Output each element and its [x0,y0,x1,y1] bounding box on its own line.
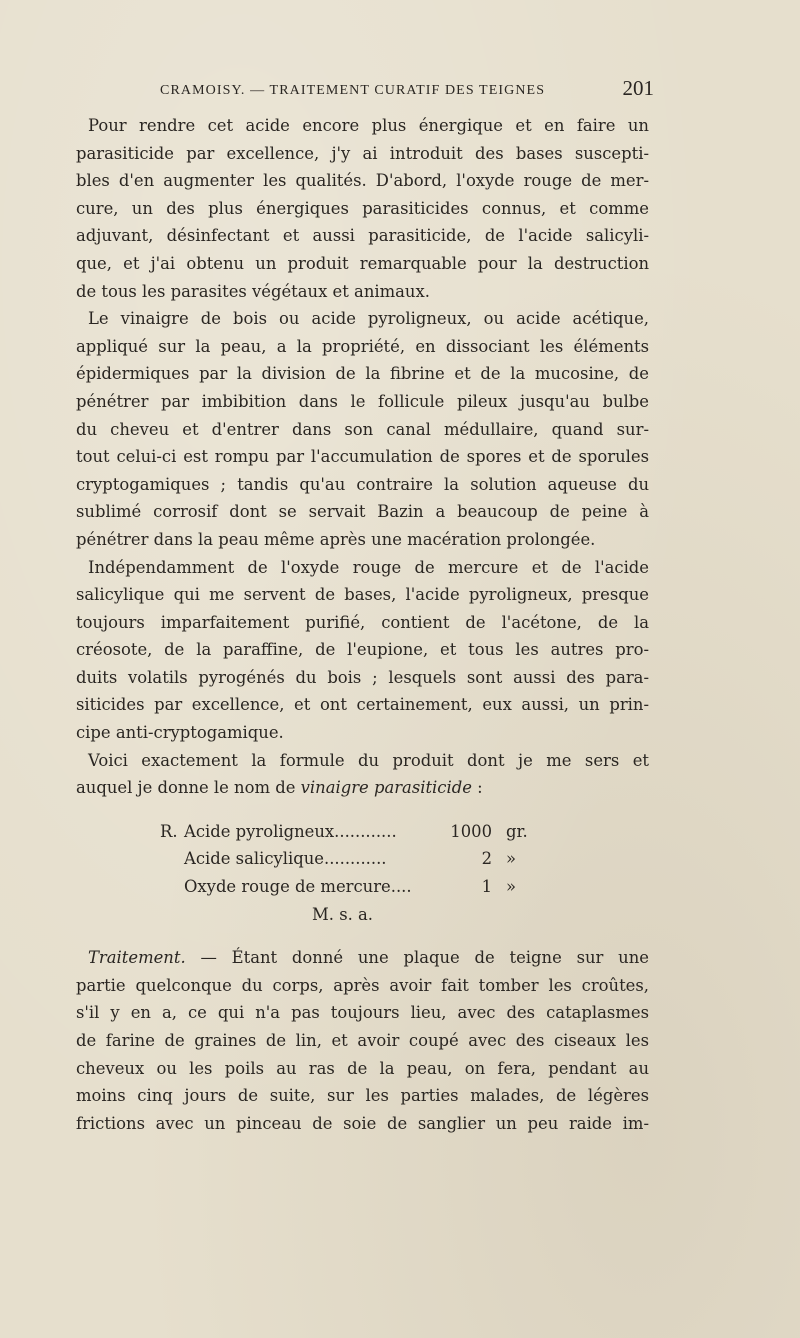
text-line: partie quelconque du corps, après avoir fait tomber les croûtes, [76,975,649,995]
text-line: épidermiques par la division de la fibrine et de la mucosine, de [76,364,649,384]
text-line [76,944,649,972]
text-line: salicylique qui me servent de bases, l'acide pyroligneux, presque [76,585,649,605]
text-line: cryptogamiques ; tandis qu'au contraire la solution aqueuse du [76,474,649,494]
text-line: siticides par excellence, et ont certainement, eux aussi, un prin- [76,695,649,715]
text-line: du cheveu et d'entrer dans son canal médullaire, quand sur- [76,419,649,439]
ingredient-unit: » [506,849,517,869]
text-span: auquel je donne le nom de [76,778,301,798]
page-number: 201 [622,76,654,100]
text-line: s'il y en a, ce qui n'a pas toujours lieu, avec des cataplasmes [76,1003,649,1023]
formula-block [76,818,649,928]
ingredient-name: Oxyde rouge de mercure.... [184,877,412,897]
text-span: : [471,778,483,798]
running-title: CRAMOISY. — TRAITEMENT CURATIF DES TEIGNES [160,83,546,98]
text-line: parasiticide par excellence, j'y ai introduit des bases suscepti- [76,143,649,163]
text-line: Pour rendre cet acide encore plus énergique et en faire un [88,116,649,135]
text-line: toujours imparfaitement purifié, contient de l'acétone, de la [76,612,649,632]
text-line: cure, un des plus énergiques parasiticides connus, et comme [76,198,649,218]
text-line: cheveux ou les poils au ras de la peau, on fera, pendant au [76,1058,649,1078]
text-line: moins cinq jours de suite, sur les parties malades, de légères [76,1086,649,1106]
formula-row [76,845,649,873]
page-body [76,112,649,1137]
paragraph-4 [76,747,649,802]
paragraph-3 [76,554,649,747]
ingredient-qty: 1000 [450,821,492,841]
italic-term: vinaigre parasiticide [300,778,472,798]
text-line: duits volatils pyrogénés du bois ; lesquels sont aussi des para- [76,667,649,687]
text-line: frictions avec un pinceau de soie de sanglier un peu raide im- [76,1113,649,1133]
text-line: Voici exactement la formule du produit dont je me sers et [88,750,649,770]
paragraph-1 [76,112,649,305]
text-span: — Étant donné une plaque de teigne sur une [185,948,649,968]
text-line: cipe anti-cryptogamique. [76,723,284,743]
ingredient-name: Acide salicylique............ [184,849,387,869]
text-line: Indépendamment de l'oxyde rouge de mercure et de l'acide [88,557,649,577]
text-line: créosote, de la paraffine, de l'eupione, et tous les autres pro- [76,640,649,660]
text-line: pénétrer dans la peau même après une macération prolongée. [76,529,596,549]
section-lead: Traitement. [88,948,186,968]
ingredient-qty: 1 [481,877,492,897]
ingredient-name: Acide pyroligneux............ [184,821,397,841]
text-line: Le vinaigre de bois ou acide pyroligneux, ou acide acétique, [88,309,649,329]
text-line: adjuvant, désinfectant et aussi parasiticide, de l'acide salicyli- [76,226,649,246]
formula-row [76,873,649,901]
formula-closing: M. s. a. [312,904,374,924]
page-header [160,76,654,104]
text-line: de tous les parasites végétaux et animaux. [76,281,430,301]
text-line: appliqué sur la peau, a la propriété, en dissociant les éléments [76,336,649,356]
formula-lead: R. [160,821,178,841]
ingredient-unit: » [506,877,517,897]
text-line: que, et j'ai obtenu un produit remarquable pour la destruction [76,253,649,273]
text-line: pénétrer par imbibition dans le follicule pileux jusqu'au bulbe [76,391,649,411]
formula-row [76,901,649,929]
text-line [76,774,649,802]
text-line: sublimé corrosif dont se servait Bazin a beaucoup de peine à [76,502,649,522]
formula-row [76,818,649,846]
text-line: de farine de graines de lin, et avoir coupé avec des ciseaux les [76,1031,649,1050]
text-line: bles d'en augmenter les qualités. D'abord, l'oxyde rouge de mer- [76,171,649,191]
text-line: tout celui-ci est rompu par l'accumulation de spores et de sporules [76,447,649,467]
paragraph-5 [76,944,649,1137]
ingredient-unit: gr. [506,821,528,841]
ingredient-qty: 2 [481,849,492,869]
paragraph-2 [76,305,649,553]
